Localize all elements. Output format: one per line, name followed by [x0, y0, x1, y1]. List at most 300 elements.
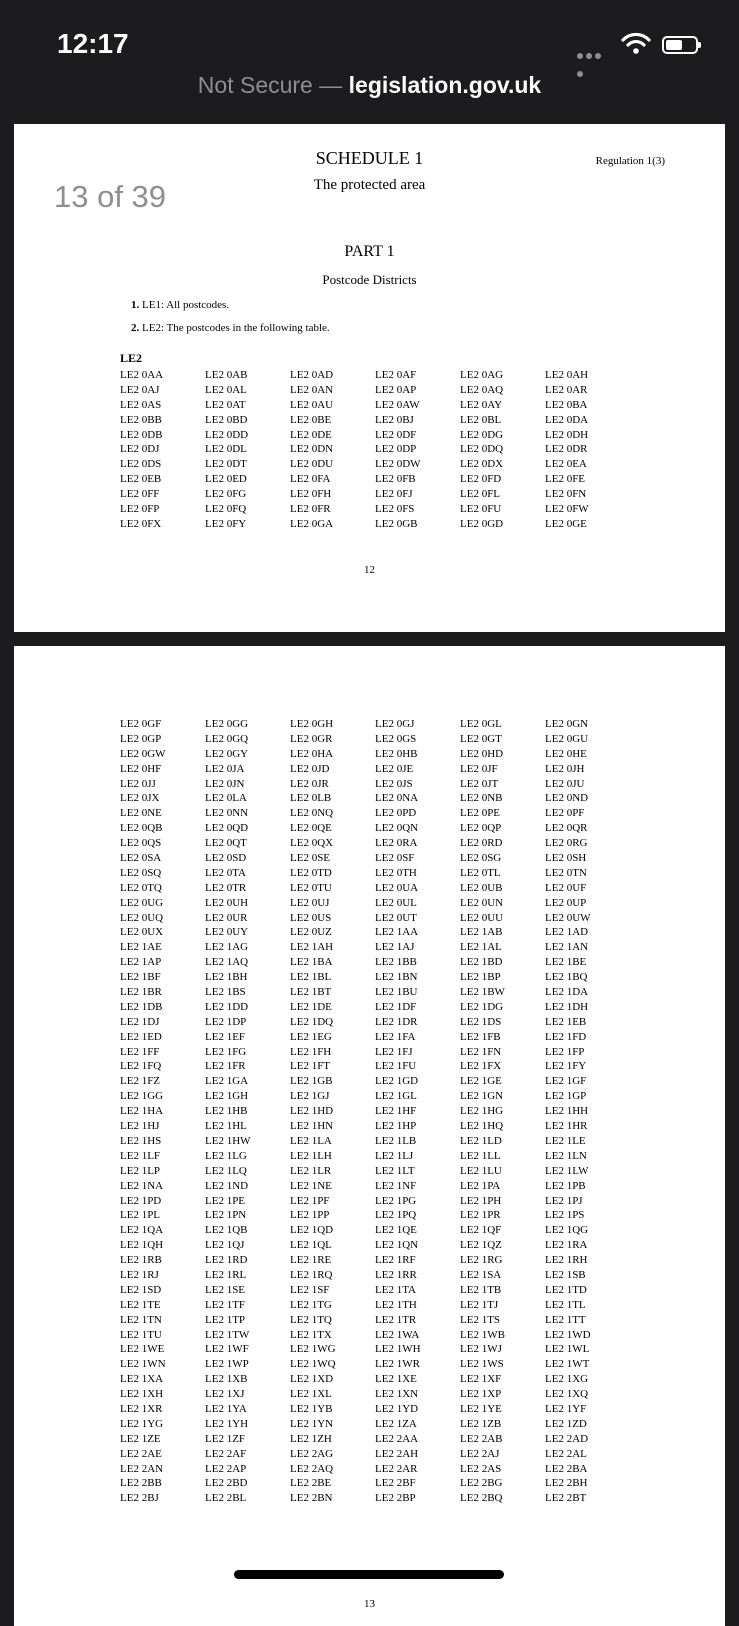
postcode-cell: LE2 0BD — [205, 413, 248, 426]
postcode-cell: LE2 0AH — [545, 369, 589, 381]
postcode-cell: LE2 2AS — [460, 1462, 502, 1475]
postcode-cell: LE2 1BF — [120, 971, 161, 984]
postcode-cell: LE2 0EA — [545, 458, 587, 471]
paragraph-1-text: LE1: All postcodes. — [139, 299, 230, 311]
postcode-cell: LE2 1BD — [460, 956, 503, 969]
postcode-cell: LE2 0GS — [375, 732, 417, 745]
postcode-cell: LE2 0AY — [460, 398, 503, 411]
postcode-cell: LE2 0SQ — [120, 866, 162, 879]
postcode-cell: LE2 0FD — [460, 473, 502, 486]
page-number: 12 — [364, 564, 375, 576]
postcode-cell: LE2 1HB — [205, 1105, 248, 1118]
postcode-cell: LE2 0DL — [205, 443, 247, 456]
postcode-cell: LE2 1QF — [460, 1224, 502, 1237]
postcode-cell: LE2 0UQ — [120, 911, 164, 924]
postcode-cell: LE2 1DE — [290, 1000, 332, 1013]
postcode-cell: LE2 1TU — [120, 1328, 162, 1341]
postcode-cell: LE2 0FJ — [375, 488, 413, 501]
postcode-cell: LE2 0LA — [205, 792, 247, 805]
postcode-cell: LE2 1HQ — [460, 1120, 504, 1133]
postcode-cell: LE2 1TX — [290, 1328, 332, 1341]
postcode-cell: LE2 1DJ — [120, 1015, 160, 1028]
postcode-cell: LE2 1PF — [290, 1194, 330, 1207]
paragraph-2-number: 2. — [131, 322, 140, 334]
postcode-cell: LE2 1PE — [205, 1194, 246, 1207]
postcode-cell: LE2 1HD — [290, 1105, 334, 1118]
postcode-cell: LE2 1XL — [290, 1388, 332, 1401]
postcode-cell: LE2 0FY — [205, 517, 247, 530]
postcode-cell: LE2 2BH — [545, 1477, 588, 1490]
postcode-cell: LE2 0AD — [290, 369, 334, 381]
postcode-cell: LE2 0RG — [545, 837, 588, 850]
postcode-cell: LE2 1TE — [120, 1298, 161, 1311]
postcode-cell: LE2 2BE — [290, 1477, 332, 1490]
postcode-cell: LE2 1QJ — [205, 1239, 245, 1252]
postcode-cell: LE2 1RQ — [290, 1268, 333, 1281]
postcode-cell: LE2 1YN — [290, 1417, 334, 1430]
postcode-cell: LE2 0EB — [120, 473, 162, 486]
postcode-cell: LE2 1AA — [375, 926, 419, 939]
postcode-cell: LE2 1EG — [290, 1030, 332, 1043]
postcode-cell: LE2 1FB — [460, 1030, 501, 1043]
postcode-cell: LE2 1GD — [375, 1075, 419, 1088]
postcode-cell: LE2 0DF — [375, 428, 417, 441]
postcode-cell: LE2 0FH — [290, 488, 332, 501]
postcode-cell: LE2 1ZE — [120, 1432, 161, 1445]
postcode-cell: LE2 1RB — [120, 1254, 162, 1267]
postcode-cell: LE2 1BN — [375, 971, 418, 984]
postcode-cell: LE2 1AJ — [375, 941, 415, 954]
postcode-cell: LE2 1FH — [290, 1045, 332, 1058]
postcode-cell: LE2 1RL — [205, 1268, 247, 1281]
postcode-cell: LE2 1FU — [375, 1060, 417, 1073]
home-indicator[interactable] — [234, 1570, 504, 1579]
postcode-cell: LE2 1WL — [545, 1343, 590, 1356]
postcode-cell: LE2 1FA — [375, 1030, 416, 1043]
postcode-cell: LE2 0AJ — [120, 383, 160, 396]
postcode-cell: LE2 2BP — [375, 1492, 416, 1505]
postcode-cell: LE2 1DD — [205, 1000, 249, 1013]
postcode-cell: LE2 1QN — [375, 1239, 419, 1252]
postcode-cell: LE2 1FT — [290, 1060, 331, 1073]
postcode-cell: LE2 1QG — [545, 1224, 589, 1237]
postcode-cell: LE2 1QA — [120, 1224, 164, 1237]
postcode-cell: LE2 1LB — [375, 1134, 417, 1147]
postcode-cell: LE2 0JF — [460, 762, 498, 775]
battery-icon — [662, 36, 698, 54]
postcode-cell: LE2 0QN — [375, 822, 419, 835]
postcode-cell: LE2 1AD — [545, 926, 589, 939]
postcode-cell: LE2 1PP — [290, 1209, 330, 1222]
postcode-cell: LE2 2BN — [290, 1492, 333, 1505]
postcode-cell: LE2 1YA — [205, 1402, 247, 1415]
postcode-cell: LE2 0SG — [460, 852, 502, 865]
postcode-cell: LE2 1LL — [460, 1149, 501, 1162]
postcode-cell: LE2 0TN — [545, 866, 587, 879]
postcode-cell: LE2 1ZB — [460, 1417, 502, 1430]
postcode-cell: LE2 2BG — [460, 1477, 503, 1490]
part-subtitle: Postcode Districts — [322, 272, 417, 287]
postcode-cell: LE2 2AP — [205, 1462, 247, 1475]
postcode-cell: LE2 1FG — [205, 1045, 247, 1058]
postcode-cell: LE2 1QB — [205, 1224, 248, 1237]
postcode-cell: LE2 1LT — [375, 1164, 415, 1177]
postcode-cell: LE2 2AF — [205, 1447, 247, 1460]
postcode-cell: LE2 0DJ — [120, 443, 160, 456]
postcode-cell: LE2 1FR — [205, 1060, 246, 1073]
postcode-cell: LE2 1XD — [290, 1373, 334, 1386]
postcode-cell: LE2 0JJ — [120, 777, 156, 790]
postcode-cell: LE2 1DQ — [290, 1015, 334, 1028]
page-number-13: 13 — [364, 1598, 375, 1610]
postcode-cell: LE2 0FF — [120, 488, 160, 501]
postcode-cell: LE2 0JR — [290, 777, 329, 790]
postcode-cell: LE2 1PB — [545, 1179, 586, 1192]
postcode-cell: LE2 1PS — [545, 1209, 585, 1222]
postcode-cell: LE2 0JT — [460, 777, 499, 790]
postcode-table-page-12 — [120, 368, 630, 532]
postcode-cell: LE2 1LR — [290, 1164, 332, 1177]
postcode-cell: LE2 1WT — [545, 1358, 590, 1371]
postcode-cell: LE2 2AE — [120, 1447, 162, 1460]
postcode-cell: LE2 1SF — [290, 1283, 330, 1296]
postcode-cell: LE2 1GG — [120, 1090, 164, 1103]
postcode-cell: LE2 1AL — [460, 941, 502, 954]
postcode-cell: LE2 0NA — [375, 792, 419, 805]
postcode-cell: LE2 1LP — [120, 1164, 161, 1177]
postcode-cell: LE2 1DB — [120, 1000, 163, 1013]
postcode-cell: LE2 0SF — [375, 852, 415, 865]
postcode-cell: LE2 1LW — [545, 1164, 589, 1177]
postcode-cell: LE2 1RF — [375, 1254, 416, 1267]
postcode-cell: LE2 0FL — [460, 488, 501, 501]
postcode-cell: LE2 2AG — [290, 1447, 334, 1460]
postcode-cell: LE2 0GQ — [205, 732, 249, 745]
postcode-cell: LE2 1PA — [460, 1179, 501, 1192]
postcode-cell: LE2 1WE — [120, 1343, 165, 1356]
postcode-cell: LE2 0JD — [290, 762, 330, 775]
postcode-cell: LE2 0QE — [290, 822, 332, 835]
postcode-cell: LE2 1YH — [205, 1417, 249, 1430]
postcode-cell: LE2 1TF — [205, 1298, 246, 1311]
postcode-cell: LE2 0DQ — [460, 443, 504, 456]
postcode-cell: LE2 0GT — [460, 732, 502, 745]
postcode-cell: LE2 1QE — [375, 1224, 417, 1237]
postcode-cell: LE2 0HE — [545, 747, 587, 760]
postcode-cell: LE2 1YG — [120, 1417, 164, 1430]
postcode-cell: LE2 1PL — [120, 1209, 161, 1222]
postcode-cell: LE2 1XE — [375, 1373, 417, 1386]
postcode-cell: LE2 0JX — [120, 792, 160, 805]
postcode-cell: LE2 1AG — [205, 941, 249, 954]
postcode-cell: LE2 1NF — [375, 1179, 417, 1192]
postcode-cell: LE2 1WA — [375, 1328, 420, 1341]
postcode-cell: LE2 1FN — [460, 1045, 502, 1058]
postcode-cell: LE2 1TT — [545, 1313, 586, 1326]
postcode-cell: LE2 1WB — [460, 1328, 505, 1341]
document-page-13 — [14, 646, 725, 1626]
postcode-cell: LE2 1NA — [120, 1179, 164, 1192]
postcode-cell: LE2 1RA — [545, 1239, 588, 1252]
postcode-cell: LE2 2AN — [120, 1462, 164, 1475]
postcode-cell: LE2 0TL — [460, 866, 501, 879]
postcode-cell: LE2 1TB — [460, 1283, 502, 1296]
postcode-cell: LE2 1AH — [290, 941, 334, 954]
postcode-cell: LE2 1EF — [205, 1030, 246, 1043]
postcode-cell: LE2 0DS — [120, 458, 162, 471]
regulation-reference: Regulation 1(3) — [595, 155, 665, 167]
postcode-cell: LE2 1ZH — [290, 1432, 332, 1445]
postcode-cell: LE2 0FE — [545, 473, 586, 486]
postcode-cell: LE2 0UF — [545, 881, 587, 894]
postcode-cell: LE2 1FY — [545, 1060, 587, 1073]
postcode-cell: LE2 0QD — [205, 822, 249, 835]
postcode-cell: LE2 0AF — [375, 369, 417, 381]
postcode-cell: LE2 0JN — [205, 777, 245, 790]
postcode-cell: LE2 0UR — [205, 911, 248, 924]
postcode-cell: LE2 1RJ — [120, 1268, 159, 1281]
postcode-cell: LE2 2AA — [375, 1432, 419, 1445]
postcode-cell: LE2 1PJ — [545, 1194, 583, 1207]
postcode-cell: LE2 1XP — [460, 1388, 502, 1401]
postcode-cell: LE2 2AR — [375, 1462, 418, 1475]
postcode-cell: LE2 0FW — [545, 503, 589, 516]
postcode-cell: LE2 1WG — [290, 1343, 336, 1356]
address-bar[interactable] — [0, 72, 739, 99]
page-count-indicator: 13 of 39 — [54, 179, 167, 214]
postcode-cell: LE2 0UP — [545, 896, 587, 909]
part-title: PART 1 — [344, 243, 395, 260]
schedule-title: SCHEDULE 1 — [315, 148, 424, 168]
postcode-cell: LE2 1WQ — [290, 1358, 336, 1371]
postcode-cell: LE2 0UB — [460, 881, 503, 894]
postcode-cell: LE2 1LN — [545, 1149, 587, 1162]
postcode-cell: LE2 1HP — [375, 1120, 417, 1133]
postcode-cell: LE2 2BT — [545, 1492, 587, 1505]
table-heading: LE2 — [120, 351, 143, 365]
postcode-cell: LE2 0GN — [545, 718, 589, 730]
postcode-cell: LE2 0JS — [375, 777, 413, 790]
postcode-cell: LE2 1FF — [120, 1045, 160, 1058]
postcode-cell: LE2 0QP — [460, 822, 502, 835]
postcode-cell: LE2 0GB — [375, 517, 418, 530]
postcode-cell: LE2 1TD — [545, 1283, 587, 1296]
postcode-cell: LE2 0GD — [460, 517, 504, 530]
postcode-cell: LE2 1BE — [545, 956, 587, 969]
postcode-cell: LE2 0DP — [375, 443, 417, 456]
postcode-cell: LE2 0HF — [120, 762, 162, 775]
postcode-cell: LE2 1WF — [205, 1343, 249, 1356]
postcode-cell: LE2 0AB — [205, 369, 248, 381]
postcode-cell: LE2 0BL — [460, 413, 502, 426]
postcode-cell: LE2 1QH — [120, 1239, 164, 1252]
postcode-cell: LE2 0TD — [290, 866, 332, 879]
postcode-cell: LE2 1FP — [545, 1045, 585, 1058]
postcode-cell: LE2 0GW — [120, 747, 166, 760]
postcode-cell: LE2 2AQ — [290, 1462, 334, 1475]
postcode-cell: LE2 0US — [290, 911, 332, 924]
postcode-cell: LE2 2AB — [460, 1432, 503, 1445]
postcode-cell: LE2 0QT — [205, 837, 247, 850]
postcode-cell: LE2 0GY — [205, 747, 249, 760]
postcode-cell: LE2 1HW — [205, 1134, 251, 1147]
postcode-cell: LE2 0UW — [545, 911, 591, 924]
postcode-cell: LE2 0LB — [290, 792, 332, 805]
postcode-cell: LE2 0FR — [290, 503, 331, 516]
postcode-cell: LE2 1BS — [205, 986, 246, 999]
document-page-12 — [14, 124, 725, 632]
postcode-cell: LE2 2BL — [205, 1492, 247, 1505]
postcode-cell: LE2 1WN — [120, 1358, 166, 1371]
postcode-cell: LE2 1ND — [205, 1179, 249, 1192]
postcode-cell: LE2 1WH — [375, 1343, 421, 1356]
postcode-cell: LE2 1BU — [375, 986, 418, 999]
postcode-cell: LE2 2AH — [375, 1447, 419, 1460]
postcode-cell: LE2 2BA — [545, 1462, 588, 1475]
postcode-cell: LE2 0SA — [120, 852, 162, 865]
postcode-cell: LE2 1SB — [545, 1268, 586, 1281]
postcode-cell: LE2 1ZD — [545, 1417, 587, 1430]
postcode-cell: LE2 1RD — [205, 1254, 248, 1267]
postcode-cell: LE2 0JA — [205, 762, 245, 775]
postcode-cell: LE2 0TH — [375, 866, 417, 879]
postcode-cell: LE2 1XB — [205, 1373, 248, 1386]
postcode-cell: LE2 0AS — [120, 398, 162, 411]
postcode-cell: LE2 1EB — [545, 1015, 587, 1028]
postcode-cell: LE2 0GU — [545, 732, 589, 745]
postcode-cell: LE2 0UN — [460, 896, 504, 909]
paragraph-1-number: 1. — [131, 299, 140, 311]
postcode-cell: LE2 0ND — [545, 792, 589, 805]
postcode-cell: LE2 1AP — [120, 956, 162, 969]
postcode-cell: LE2 1XF — [460, 1373, 502, 1386]
postcode-cell: LE2 1GF — [545, 1075, 587, 1088]
postcode-cell: LE2 0AA — [120, 369, 164, 381]
postcode-cell: LE2 0PD — [375, 807, 417, 820]
postcode-cell: LE2 1DP — [205, 1015, 247, 1028]
postcode-cell: LE2 0DX — [460, 458, 504, 471]
postcode-cell: LE2 0ED — [205, 473, 247, 486]
postcode-cell: LE2 2AL — [545, 1447, 587, 1460]
postcode-cell: LE2 0TU — [290, 881, 332, 894]
postcode-cell: LE2 1AQ — [205, 956, 249, 969]
postcode-cell: LE2 2BJ — [120, 1492, 159, 1505]
postcode-cell: LE2 1TN — [120, 1313, 162, 1326]
postcode-cell: LE2 1RH — [545, 1254, 588, 1267]
postcode-cell: LE2 1YD — [375, 1402, 419, 1415]
postcode-cell: LE2 1TA — [375, 1283, 416, 1296]
postcode-cell: LE2 1DG — [460, 1000, 504, 1013]
postcode-cell: LE2 2AD — [545, 1432, 589, 1445]
postcode-cell: LE2 0FX — [120, 517, 162, 530]
postcode-cell: LE2 1DH — [545, 1000, 589, 1013]
postcode-cell: LE2 1WR — [375, 1358, 420, 1371]
postcode-cell: LE2 0DW — [375, 458, 421, 471]
postcode-cell: LE2 0AR — [545, 383, 588, 396]
postcode-cell: LE2 0DE — [290, 428, 332, 441]
domain-label: legislation.gov.uk — [348, 72, 542, 98]
postcode-cell: LE2 1XR — [120, 1402, 163, 1415]
postcode-cell: LE2 0NN — [205, 807, 249, 820]
postcode-cell: LE2 1WD — [545, 1328, 591, 1341]
postcode-cell: LE2 1FD — [545, 1030, 587, 1043]
postcode-cell: LE2 1SA — [460, 1268, 502, 1281]
postcode-cell: LE2 1QZ — [460, 1239, 502, 1252]
postcode-cell: LE2 0DR — [545, 443, 588, 456]
postcode-cell: LE2 1PN — [205, 1209, 247, 1222]
postcode-cell: LE2 1HA — [120, 1105, 164, 1118]
postcode-cell: LE2 0QR — [545, 822, 588, 835]
postcode-cell: LE2 1LU — [460, 1164, 502, 1177]
postcode-cell: LE2 0BJ — [375, 413, 414, 426]
postcode-cell: LE2 0UL — [375, 896, 417, 909]
postcode-cell: LE2 1GE — [460, 1075, 502, 1088]
postcode-cell: LE2 0SD — [205, 852, 247, 865]
postcode-cell: LE2 2BD — [205, 1477, 248, 1490]
postcode-cell: LE2 0GH — [290, 718, 334, 730]
paragraph-2-text: LE2: The postcodes in the following table. — [139, 322, 330, 334]
postcode-cell: LE2 1LF — [120, 1149, 161, 1162]
postcode-cell: LE2 1GJ — [290, 1090, 330, 1103]
postcode-cell: LE2 1ZA — [375, 1417, 417, 1430]
postcode-cell: LE2 1GA — [205, 1075, 249, 1088]
postcode-cell: LE2 0UJ — [290, 896, 330, 909]
postcode-cell: LE2 1BW — [460, 986, 505, 999]
paragraph-1 — [131, 299, 229, 311]
postcode-cell: LE2 1FJ — [375, 1045, 413, 1058]
postcode-cell: LE2 1WJ — [460, 1343, 502, 1356]
postcode-cell: LE2 1ZF — [205, 1432, 246, 1445]
postcode-cell: LE2 1DR — [375, 1015, 418, 1028]
postcode-cell: LE2 0RA — [375, 837, 418, 850]
postcode-cell: LE2 0GJ — [375, 718, 415, 730]
postcode-cell: LE2 0GG — [205, 718, 249, 730]
postcode-cell: LE2 1HG — [460, 1105, 504, 1118]
postcode-cell: LE2 1XH — [120, 1388, 164, 1401]
postcode-cell: LE2 1LQ — [205, 1164, 247, 1177]
postcode-cell: LE2 1LG — [205, 1149, 247, 1162]
postcode-cell: LE2 1TW — [205, 1328, 250, 1341]
postcode-cell: LE2 1RE — [290, 1254, 332, 1267]
postcode-cell: LE2 1GH — [205, 1090, 249, 1103]
postcode-cell: LE2 1HJ — [120, 1120, 160, 1133]
postcode-cell: LE2 0AT — [205, 398, 246, 411]
postcode-cell: LE2 0HD — [460, 747, 504, 760]
postcode-cell: LE2 0UH — [205, 896, 249, 909]
postcode-cell: LE2 1AN — [545, 941, 589, 954]
postcode-cell: LE2 0AN — [290, 383, 334, 396]
postcode-cell: LE2 0GE — [545, 517, 587, 530]
postcode-cell: LE2 1TH — [375, 1298, 417, 1311]
postcode-cell: LE2 1BP — [460, 971, 501, 984]
postcode-cell: LE2 0TQ — [120, 881, 162, 894]
postcode-cell: LE2 0UZ — [290, 926, 332, 939]
postcode-cell: LE2 0GA — [290, 517, 334, 530]
postcode-cell: LE2 0UY — [205, 926, 249, 939]
postcode-cell: LE2 1WS — [460, 1358, 504, 1371]
postcode-cell: LE2 1DF — [375, 1000, 417, 1013]
postcode-cell: LE2 0HA — [290, 747, 334, 760]
postcode-cell: LE2 2BB — [120, 1477, 162, 1490]
postcode-cell: LE2 1AE — [120, 941, 162, 954]
postcode-cell: LE2 1YE — [460, 1402, 502, 1415]
postcode-cell: LE2 0GP — [120, 732, 162, 745]
postcode-cell: LE2 0AL — [205, 383, 247, 396]
postcode-cell: LE2 0AP — [375, 383, 417, 396]
postcode-cell: LE2 0DD — [205, 428, 249, 441]
postcode-cell: LE2 0DA — [545, 413, 589, 426]
postcode-cell: LE2 0TA — [205, 866, 246, 879]
